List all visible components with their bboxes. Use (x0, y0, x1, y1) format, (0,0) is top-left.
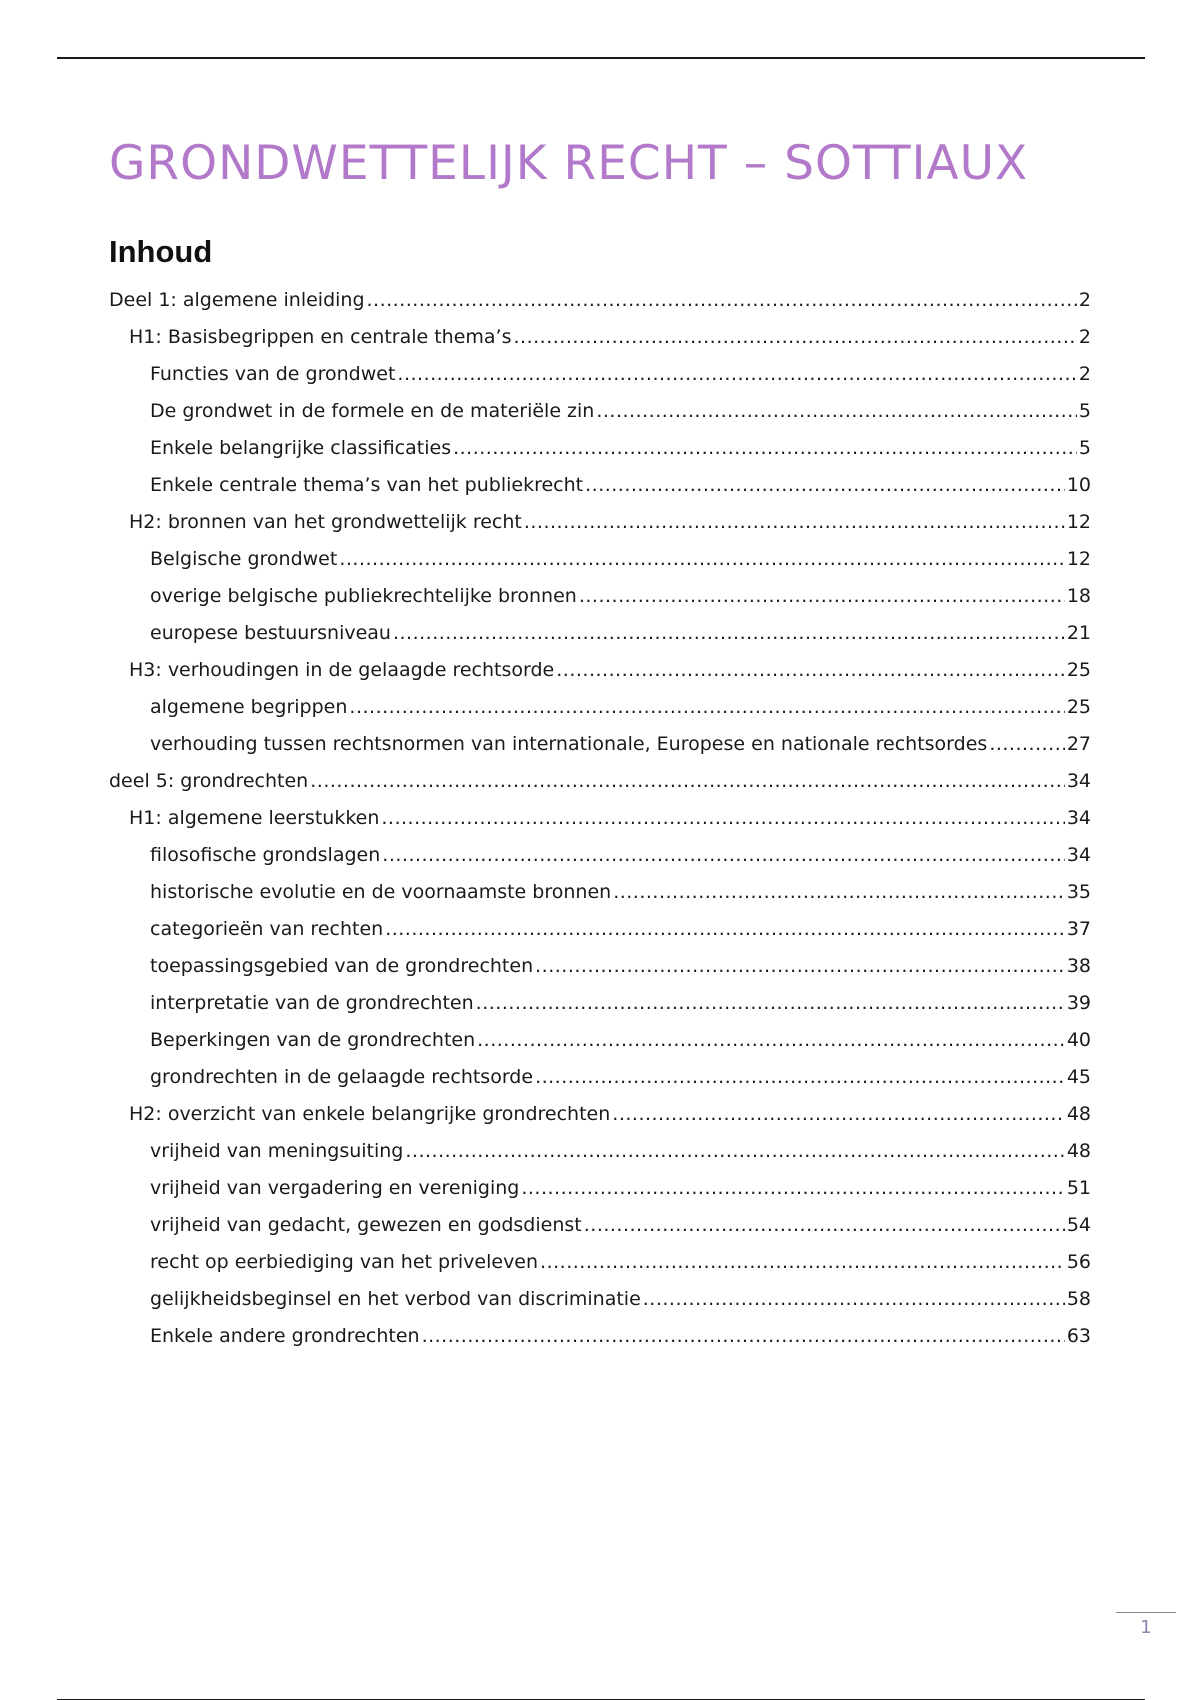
toc-entry-label: Beperkingen van de grondrechten (150, 1029, 476, 1051)
toc-entry-page: 5 (1078, 400, 1091, 422)
toc-entry-label: Enkele centrale thema’s van het publiekrecht (150, 474, 584, 496)
toc-entry[interactable] (109, 652, 1091, 689)
toc-entry-label: algemene begrippen (150, 696, 348, 718)
toc-leader-dots (349, 689, 1064, 726)
toc-leader-dots (989, 726, 1065, 763)
toc-entry-page: 48 (1066, 1140, 1091, 1162)
toc-entry[interactable] (109, 1281, 1091, 1318)
toc-entry[interactable] (109, 689, 1091, 726)
toc-entry[interactable] (109, 1133, 1091, 1170)
toc-entry-label: recht op eerbiediging van het priveleven (150, 1251, 539, 1273)
toc-entry[interactable] (109, 1022, 1091, 1059)
toc-entry-label: H2: overzicht van enkele belangrijke grondrechten (129, 1103, 611, 1125)
toc-entry[interactable] (109, 319, 1091, 356)
toc-entry-page: 34 (1066, 770, 1091, 792)
toc-leader-dots (393, 615, 1065, 652)
toc-entry-label: H2: bronnen van het grondwettelijk recht (129, 511, 522, 533)
toc-entry-label: vrijheid van meningsuiting (150, 1140, 404, 1162)
toc-entry-page: 54 (1066, 1214, 1091, 1236)
document-title: GRONDWETTELIJK RECHT – SOTTIAUX (109, 136, 1029, 191)
toc-leader-dots (521, 1170, 1064, 1207)
toc-entry[interactable] (109, 800, 1091, 837)
toc-entry-page: 2 (1078, 326, 1091, 348)
toc-leader-dots (381, 800, 1064, 837)
toc-entry-page: 51 (1066, 1177, 1091, 1199)
toc-entry[interactable] (109, 948, 1091, 985)
toc-entry-label: Enkele belangrijke classificaties (150, 437, 452, 459)
toc-entry-page: 34 (1066, 844, 1091, 866)
toc-entry[interactable] (109, 763, 1091, 800)
toc-entry-label: vrijheid van vergadering en vereniging (150, 1177, 520, 1199)
toc-entry[interactable] (109, 504, 1091, 541)
toc-entry[interactable] (109, 726, 1091, 763)
header-rule (57, 57, 1145, 59)
toc-entry[interactable] (109, 578, 1091, 615)
toc-leader-dots (540, 1244, 1065, 1281)
toc-leader-dots (422, 1318, 1065, 1355)
toc-entry-page: 63 (1066, 1325, 1091, 1347)
toc-leader-dots (524, 504, 1065, 541)
toc-entry-label: interpretatie van de grondrechten (150, 992, 474, 1014)
toc-entry-label: H1: algemene leerstukken (129, 807, 380, 829)
toc-entry-page: 10 (1066, 474, 1091, 496)
toc-entry-label: grondrechten in de gelaagde rechtsorde (150, 1066, 534, 1088)
toc-leader-dots (579, 578, 1065, 615)
toc-entry-label: H3: verhoudingen in de gelaagde rechtsorde (129, 659, 555, 681)
toc-leader-dots (385, 911, 1065, 948)
toc-leader-dots (382, 837, 1065, 874)
toc-leader-dots (367, 282, 1077, 319)
toc-leader-dots (453, 430, 1077, 467)
toc-leader-dots (556, 652, 1065, 689)
toc-leader-dots (585, 467, 1065, 504)
toc-entry[interactable] (109, 837, 1091, 874)
page-number: 1 (1116, 1612, 1176, 1637)
toc-entry-label: overige belgische publiekrechtelijke bronnen (150, 585, 577, 607)
toc-entry-page: 18 (1066, 585, 1091, 607)
toc-entry[interactable] (109, 430, 1091, 467)
toc-entry-label: Deel 1: algemene inleiding (109, 289, 365, 311)
toc-entry-page: 34 (1066, 807, 1091, 829)
toc-entry-label: verhouding tussen rechtsnormen van internationale, Europese en nationale rechtsordes (150, 733, 988, 755)
toc-leader-dots (613, 874, 1065, 911)
toc-entry[interactable] (109, 615, 1091, 652)
toc-entry-page: 21 (1066, 622, 1091, 644)
toc-entry[interactable] (109, 1207, 1091, 1244)
toc-entry-label: Belgische grondwet (150, 548, 338, 570)
toc-entry-label: gelijkheidsbeginsel en het verbod van discriminatie (150, 1288, 641, 1310)
toc-leader-dots (584, 1207, 1065, 1244)
toc-leader-dots (476, 985, 1065, 1022)
toc-entry[interactable] (109, 1096, 1091, 1133)
toc-entry-page: 58 (1066, 1288, 1091, 1310)
toc-leader-dots (535, 948, 1065, 985)
toc-entry-label: europese bestuursniveau (150, 622, 391, 644)
toc-entry-label: toepassingsgebied van de grondrechten (150, 955, 534, 977)
toc-leader-dots (397, 356, 1077, 393)
toc-entry-label: vrijheid van gedacht, gewezen en godsdienst (150, 1214, 582, 1236)
toc-entry[interactable] (109, 467, 1091, 504)
toc-entry-page: 48 (1066, 1103, 1091, 1125)
toc-leader-dots (643, 1281, 1065, 1318)
toc-entry[interactable] (109, 1244, 1091, 1281)
toc-entry-page: 2 (1078, 363, 1091, 385)
toc-entry[interactable] (109, 985, 1091, 1022)
toc-entry-page: 40 (1066, 1029, 1091, 1051)
toc-leader-dots (477, 1022, 1065, 1059)
toc-entry-label: Functies van de grondwet (150, 363, 396, 385)
toc-entry-page: 37 (1066, 918, 1091, 940)
toc-entry-label: deel 5: grondrechten (109, 770, 309, 792)
toc-entry-label: H1: Basisbegrippen en centrale thema’s (129, 326, 512, 348)
toc-leader-dots (310, 763, 1065, 800)
toc-entry-page: 45 (1066, 1066, 1091, 1088)
toc-entry-page: 38 (1066, 955, 1091, 977)
toc-leader-dots (405, 1133, 1064, 1170)
toc-entry-page: 12 (1066, 548, 1091, 570)
toc-entry-page: 12 (1066, 511, 1091, 533)
toc-leader-dots (339, 541, 1064, 578)
toc-leader-dots (596, 393, 1077, 430)
toc-leader-dots (514, 319, 1077, 356)
toc-entry[interactable] (109, 1318, 1091, 1355)
toc-entry[interactable] (109, 541, 1091, 578)
toc-entry[interactable] (109, 393, 1091, 430)
toc-entry-page: 2 (1078, 289, 1091, 311)
toc-entry-page: 25 (1066, 659, 1091, 681)
toc-entry-label: filosofische grondslagen (150, 844, 381, 866)
toc-entry-page: 27 (1066, 733, 1091, 755)
toc-entry-page: 5 (1078, 437, 1091, 459)
toc-entry-page: 25 (1066, 696, 1091, 718)
toc-leader-dots (535, 1059, 1065, 1096)
toc-leader-dots (612, 1096, 1065, 1133)
toc-entry[interactable] (109, 874, 1091, 911)
toc-entry-page: 39 (1066, 992, 1091, 1014)
toc-entry-page: 35 (1066, 881, 1091, 903)
toc-entry-label: De grondwet in de formele en de materiële zin (150, 400, 595, 422)
toc-entry[interactable] (109, 1170, 1091, 1207)
toc-entry[interactable] (109, 282, 1091, 319)
toc-entry[interactable] (109, 911, 1091, 948)
toc-entry-label: historische evolutie en de voornaamste bronnen (150, 881, 612, 903)
toc-entry-label: Enkele andere grondrechten (150, 1325, 420, 1347)
toc-entry[interactable] (109, 356, 1091, 393)
toc-heading: Inhoud (109, 234, 213, 269)
toc-entry[interactable] (109, 1059, 1091, 1096)
toc-entry-page: 56 (1066, 1251, 1091, 1273)
toc-entry-label: categorieën van rechten (150, 918, 384, 940)
table-of-contents (109, 282, 1091, 1355)
